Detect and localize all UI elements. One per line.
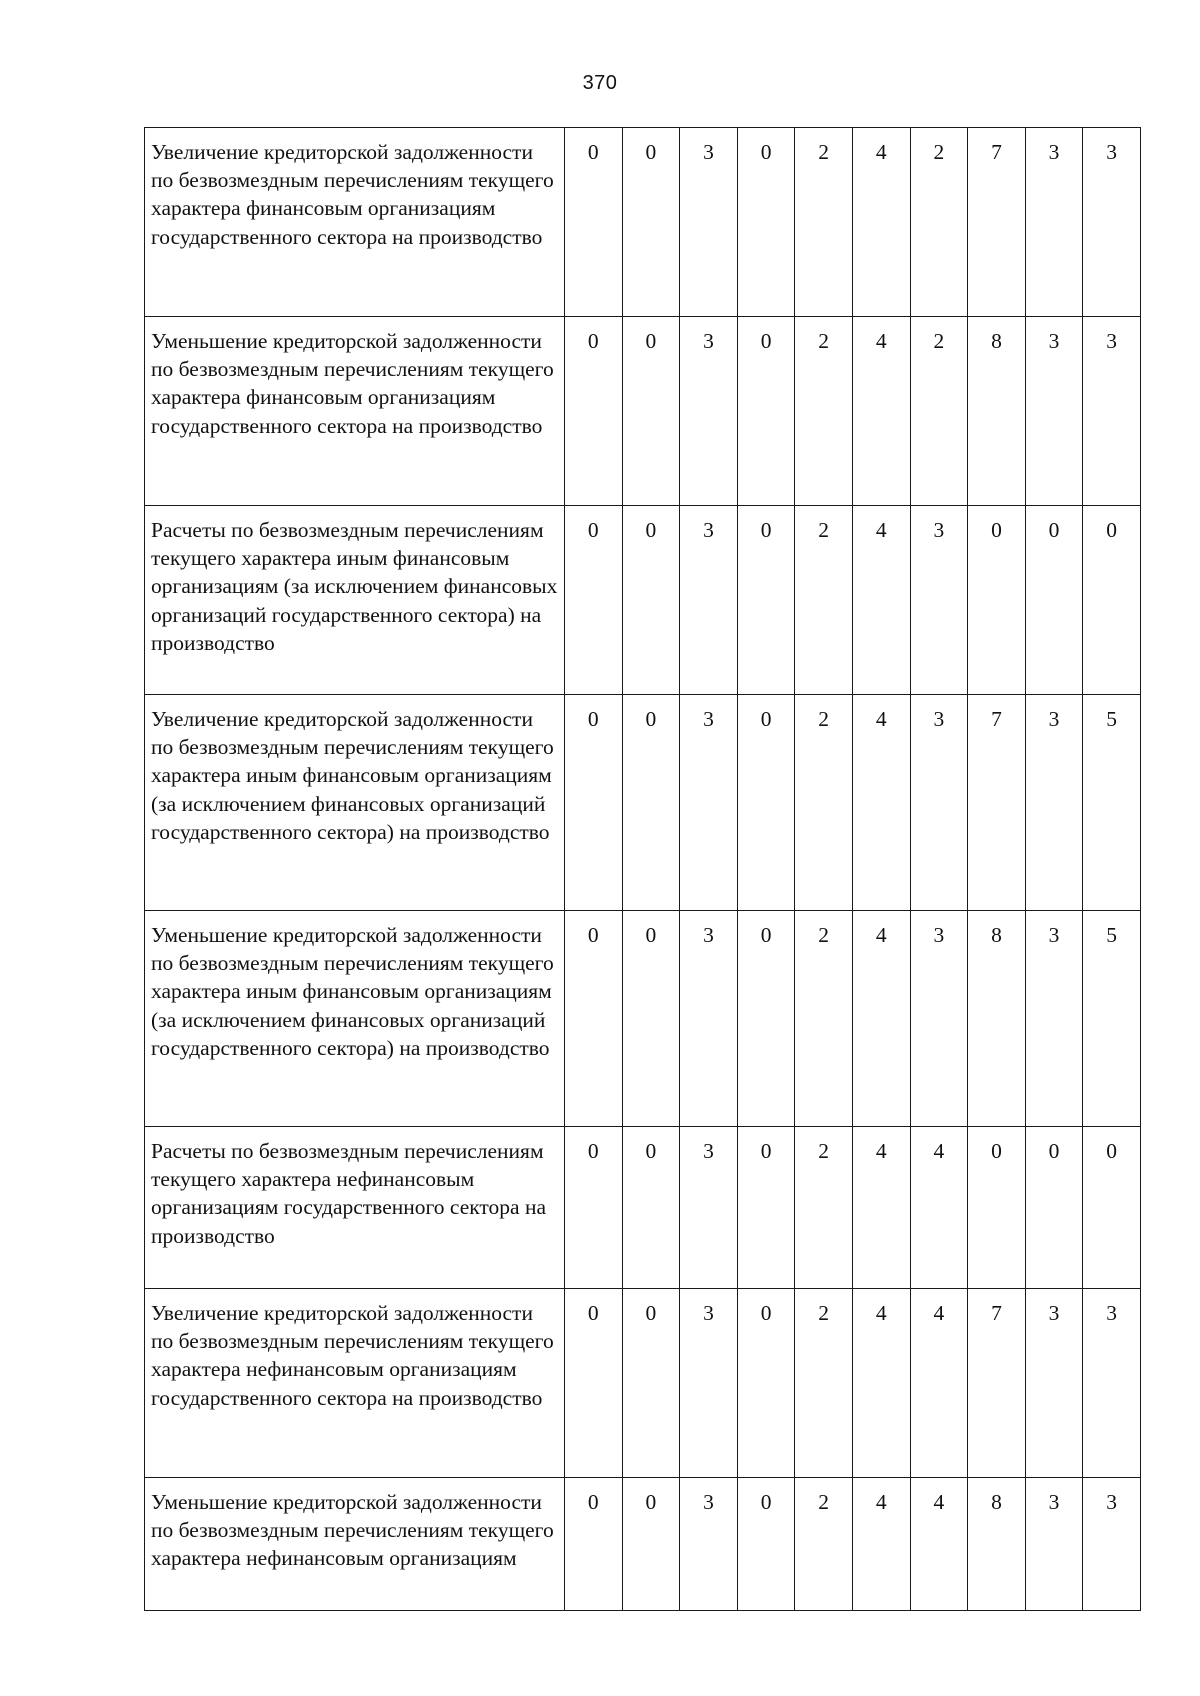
code-digit-cell: 0 — [565, 695, 623, 911]
row-description: Увеличение кредиторской задолженности по безвозмездным перечислениям текущего характера нефинансовым организациям государственного сектора на производство — [145, 1289, 565, 1478]
table-row — [145, 1127, 1141, 1289]
row-description: Увеличение кредиторской задолженности по безвозмездным перечислениям текущего характера иным финансовым организациям (за исключением финансовых организаций государственного сектора) на производство — [145, 695, 565, 911]
code-digit-cell: 4 — [852, 1478, 910, 1611]
code-digit-cell: 0 — [737, 1127, 795, 1289]
table-row — [145, 695, 1141, 911]
code-digit-cell: 3 — [1083, 1289, 1141, 1478]
code-digit-cell: 4 — [910, 1478, 968, 1611]
code-digit-cell: 3 — [1083, 1478, 1141, 1611]
code-digit-cell: 8 — [968, 1478, 1026, 1611]
code-digit-cell: 7 — [968, 695, 1026, 911]
code-digit-cell: 0 — [565, 1478, 623, 1611]
code-digit-cell: 4 — [852, 1127, 910, 1289]
code-digit-cell: 3 — [1083, 128, 1141, 317]
code-digit-cell: 0 — [565, 506, 623, 695]
row-description: Уменьшение кредиторской задолженности по безвозмездным перечислениям текущего характера финансовым организациям государственного сектора на производство — [145, 317, 565, 506]
code-digit-cell: 2 — [910, 128, 968, 317]
code-digit-cell: 0 — [622, 128, 680, 317]
code-digit-cell: 3 — [910, 506, 968, 695]
code-digit-cell: 0 — [1025, 506, 1083, 695]
code-digit-cell: 4 — [852, 317, 910, 506]
code-digit-cell: 0 — [737, 128, 795, 317]
code-digit-cell: 3 — [680, 1289, 738, 1478]
code-digit-cell: 7 — [968, 1289, 1026, 1478]
code-digit-cell: 0 — [565, 128, 623, 317]
code-digit-cell: 4 — [852, 506, 910, 695]
row-description: Расчеты по безвозмездным перечислениям текущего характера иным финансовым организациям (за исключением финансовых организаций государственного сектора) на производство — [145, 506, 565, 695]
code-digit-cell: 0 — [565, 911, 623, 1127]
code-digit-cell: 3 — [1083, 317, 1141, 506]
code-digit-cell: 0 — [737, 695, 795, 911]
code-digit-cell: 2 — [795, 506, 853, 695]
code-digit-cell: 2 — [795, 911, 853, 1127]
code-digit-cell: 0 — [565, 1289, 623, 1478]
code-digit-cell: 3 — [680, 506, 738, 695]
code-digit-cell: 0 — [1025, 1127, 1083, 1289]
code-digit-cell: 7 — [968, 128, 1026, 317]
code-digit-cell: 0 — [737, 911, 795, 1127]
code-digit-cell: 4 — [852, 695, 910, 911]
code-digit-cell: 3 — [1025, 128, 1083, 317]
code-digit-cell: 4 — [852, 911, 910, 1127]
code-digit-cell: 0 — [737, 317, 795, 506]
code-digit-cell: 4 — [852, 128, 910, 317]
code-digit-cell: 2 — [795, 1289, 853, 1478]
code-digit-cell: 0 — [622, 317, 680, 506]
code-digit-cell: 2 — [795, 317, 853, 506]
code-digit-cell: 4 — [910, 1289, 968, 1478]
table-row — [145, 911, 1141, 1127]
code-digit-cell: 0 — [737, 1289, 795, 1478]
code-digit-cell: 5 — [1083, 911, 1141, 1127]
code-digit-cell: 0 — [622, 1127, 680, 1289]
table-row — [145, 317, 1141, 506]
code-digit-cell: 3 — [1025, 317, 1083, 506]
code-digit-cell: 3 — [680, 911, 738, 1127]
code-digit-cell: 0 — [737, 506, 795, 695]
accounts-table — [144, 127, 1141, 1611]
code-digit-cell: 0 — [622, 911, 680, 1127]
code-digit-cell: 3 — [680, 695, 738, 911]
code-digit-cell: 3 — [1025, 1478, 1083, 1611]
code-digit-cell: 2 — [910, 317, 968, 506]
row-description: Уменьшение кредиторской задолженности по безвозмездным перечислениям текущего характера иным финансовым организациям (за исключением финансовых организаций государственного сектора) на производство — [145, 911, 565, 1127]
code-digit-cell: 3 — [680, 317, 738, 506]
table-row — [145, 1478, 1141, 1611]
code-digit-cell: 2 — [795, 128, 853, 317]
code-digit-cell: 0 — [622, 695, 680, 911]
code-digit-cell: 3 — [1025, 695, 1083, 911]
table-row — [145, 506, 1141, 695]
table-row — [145, 1289, 1141, 1478]
code-digit-cell: 0 — [565, 1127, 623, 1289]
row-description: Расчеты по безвозмездным перечислениям текущего характера нефинансовым организациям государственного сектора на производство — [145, 1127, 565, 1289]
page-number: 370 — [582, 72, 618, 94]
code-digit-cell: 3 — [680, 1127, 738, 1289]
code-digit-cell: 0 — [968, 1127, 1026, 1289]
row-description: Увеличение кредиторской задолженности по безвозмездным перечислениям текущего характера финансовым организациям государственного сектора на производство — [145, 128, 565, 317]
code-digit-cell: 0 — [565, 317, 623, 506]
code-digit-cell: 8 — [968, 317, 1026, 506]
code-digit-cell: 4 — [852, 1289, 910, 1478]
code-digit-cell: 0 — [968, 506, 1026, 695]
code-digit-cell: 2 — [795, 1127, 853, 1289]
code-digit-cell: 8 — [968, 911, 1026, 1127]
code-digit-cell: 3 — [680, 128, 738, 317]
code-digit-cell: 0 — [1083, 506, 1141, 695]
code-digit-cell: 0 — [622, 1478, 680, 1611]
code-digit-cell: 0 — [737, 1478, 795, 1611]
code-digit-cell: 5 — [1083, 695, 1141, 911]
code-digit-cell: 3 — [910, 695, 968, 911]
code-digit-cell: 0 — [1083, 1127, 1141, 1289]
table-row — [145, 128, 1141, 317]
code-digit-cell: 2 — [795, 695, 853, 911]
code-digit-cell: 3 — [910, 911, 968, 1127]
code-digit-cell: 0 — [622, 1289, 680, 1478]
code-digit-cell: 2 — [795, 1478, 853, 1611]
code-digit-cell: 3 — [1025, 1289, 1083, 1478]
code-digit-cell: 0 — [622, 506, 680, 695]
code-digit-cell: 4 — [910, 1127, 968, 1289]
code-digit-cell: 3 — [1025, 911, 1083, 1127]
code-digit-cell: 3 — [680, 1478, 738, 1611]
row-description: Уменьшение кредиторской задолженности по безвозмездным перечислениям текущего характера нефинансовым организациям — [145, 1478, 565, 1611]
